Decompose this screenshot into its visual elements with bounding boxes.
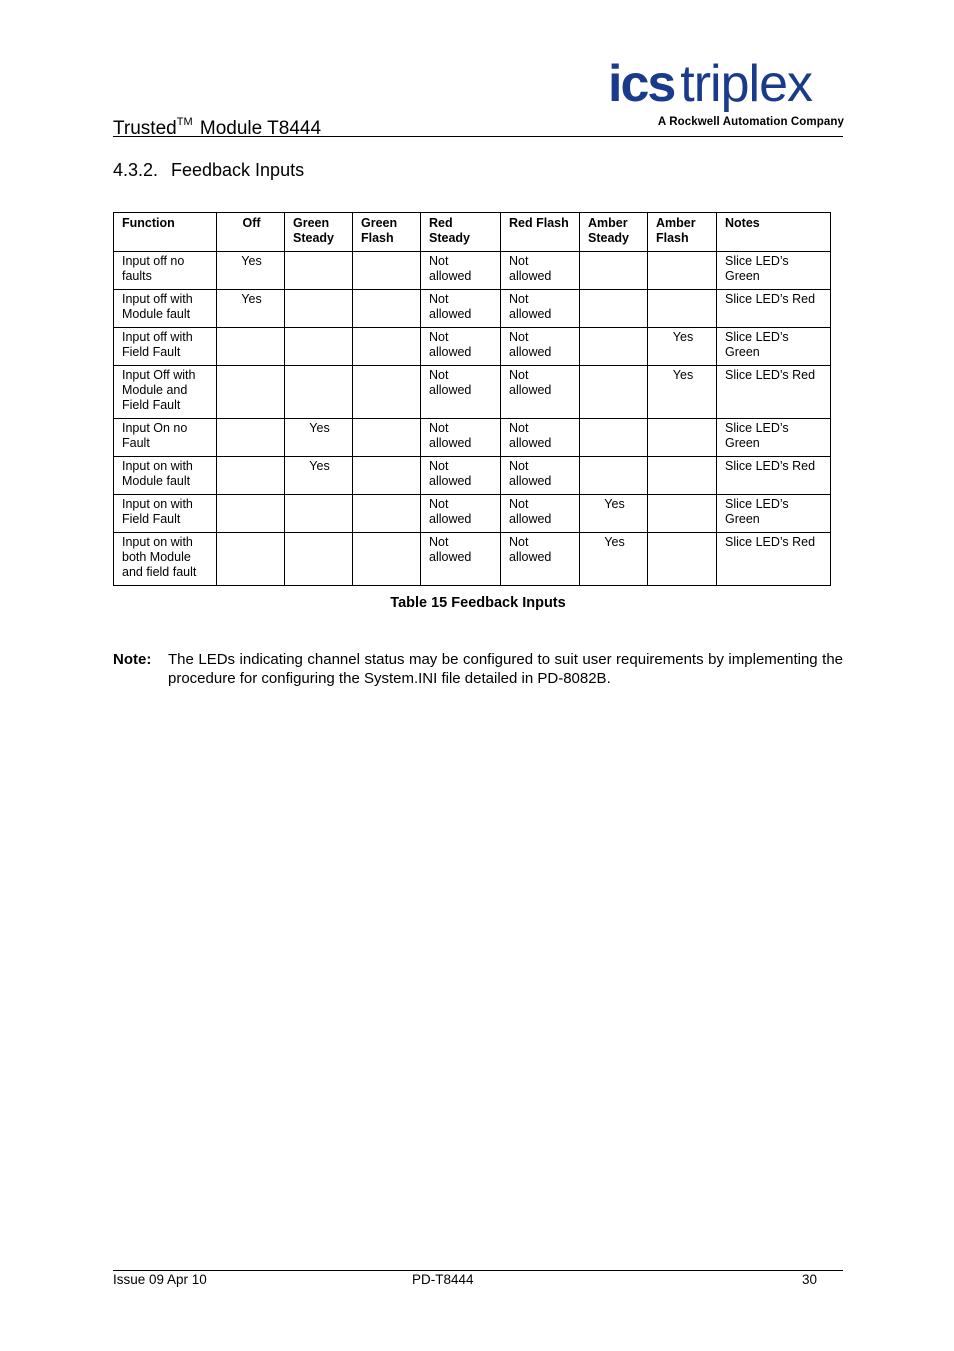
table-cell (217, 533, 285, 586)
function-cell: Input On no Fault (114, 419, 217, 457)
table-cell: Not allowed (501, 328, 580, 366)
notes-cell: Slice LED’s Red (717, 457, 831, 495)
section-heading (113, 160, 304, 181)
table-cell (580, 252, 648, 290)
table-cell (353, 419, 421, 457)
table-cell (648, 495, 717, 533)
table-row (114, 328, 831, 366)
table-row (114, 290, 831, 328)
table-cell (217, 366, 285, 419)
note-text: The LEDs indicating channel status may be configured to suit user requirements by implementing the procedure for configuring the System.INI file detailed in PD-8082B. (168, 651, 843, 687)
table-cell (285, 328, 353, 366)
table-cell (285, 495, 353, 533)
table-cell (285, 366, 353, 419)
header-cell: Amber Steady (580, 213, 648, 252)
header-cell: Notes (717, 213, 831, 252)
table-cell (648, 290, 717, 328)
function-cell: Input off no faults (114, 252, 217, 290)
table-row (114, 252, 831, 290)
table-cell: Not allowed (501, 290, 580, 328)
notes-cell: Slice LED’s Green (717, 419, 831, 457)
section-number: 4.3.2. (113, 160, 159, 180)
table-cell: Not allowed (421, 252, 501, 290)
table-cell (580, 419, 648, 457)
table-cell (580, 328, 648, 366)
header-cell: Off (217, 213, 285, 252)
function-cell: Input off with Module fault (114, 290, 217, 328)
note-label: Note: (113, 651, 152, 668)
table-cell: Yes (648, 328, 717, 366)
table-cell (648, 252, 717, 290)
table-cell: Yes (580, 495, 648, 533)
table-cell (217, 495, 285, 533)
table-cell (648, 419, 717, 457)
table-cell: Not allowed (421, 328, 501, 366)
table-cell: Not allowed (421, 533, 501, 586)
feedback-inputs-table (113, 212, 831, 586)
table-cell (353, 533, 421, 586)
notes-cell: Slice LED’s Green (717, 328, 831, 366)
table-cell: Not allowed (421, 419, 501, 457)
table-cell (353, 252, 421, 290)
header-cell: Red Steady (421, 213, 501, 252)
logo-ics-text: ics (608, 55, 675, 113)
function-cell: Input on with both Module and field fault (114, 533, 217, 586)
table-cell: Not allowed (421, 495, 501, 533)
table-cell (217, 328, 285, 366)
table-cell: Not allowed (501, 366, 580, 419)
header-divider (113, 136, 843, 137)
table-header-row (114, 213, 831, 252)
header-cell: Green Flash (353, 213, 421, 252)
footer-doc-id: PD-T8444 (412, 1272, 474, 1287)
notes-cell: Slice LED’s Green (717, 495, 831, 533)
table-cell (353, 495, 421, 533)
note-paragraph (113, 650, 843, 688)
table-cell (353, 457, 421, 495)
table-cell: Yes (285, 457, 353, 495)
table-cell (217, 419, 285, 457)
table-cell (353, 366, 421, 419)
table-cell (580, 290, 648, 328)
table-row (114, 419, 831, 457)
footer-page-number: 30 (802, 1272, 818, 1287)
header-cell: Amber Flash (648, 213, 717, 252)
table-cell (648, 457, 717, 495)
table-cell (353, 328, 421, 366)
footer-divider (113, 1270, 843, 1271)
header-cell: Red Flash (501, 213, 580, 252)
table-cell (580, 457, 648, 495)
table-cell (217, 457, 285, 495)
logo-tagline: A Rockwell Automation Company (657, 116, 844, 128)
header-cell: Function (114, 213, 217, 252)
title-suffix: Module T8444 (194, 118, 322, 139)
footer-issue: Issue 09 Apr 10 (113, 1272, 207, 1287)
table-cell: Not allowed (421, 366, 501, 419)
table-cell: Not allowed (501, 495, 580, 533)
notes-cell: Slice LED’s Red (717, 290, 831, 328)
function-cell: Input on with Field Fault (114, 495, 217, 533)
table-cell: Not allowed (501, 419, 580, 457)
table-cell: Yes (285, 419, 353, 457)
table-cell (285, 290, 353, 328)
table-cell (285, 252, 353, 290)
section-title: Feedback Inputs (171, 160, 305, 180)
table-row (114, 457, 831, 495)
table-cell: Yes (580, 533, 648, 586)
table-row (114, 495, 831, 533)
title-prefix: Trusted (113, 118, 177, 139)
logo-triplex-text: triplex (680, 55, 813, 113)
notes-cell: Slice LED’s Red (717, 366, 831, 419)
table-cell (580, 366, 648, 419)
table-cell: Not allowed (501, 533, 580, 586)
function-cell: Input Off with Module and Field Fault (114, 366, 217, 419)
function-cell: Input on with Module fault (114, 457, 217, 495)
table-cell: Not allowed (501, 457, 580, 495)
table-cell: Yes (648, 366, 717, 419)
table-cell: Yes (217, 252, 285, 290)
table-row (114, 366, 831, 419)
notes-cell: Slice LED’s Red (717, 533, 831, 586)
table-caption: Table 15 Feedback Inputs (390, 595, 566, 611)
notes-cell: Slice LED’s Green (717, 252, 831, 290)
table-cell: Not allowed (501, 252, 580, 290)
table-cell (285, 533, 353, 586)
header-cell: Green Steady (285, 213, 353, 252)
table-cell: Yes (217, 290, 285, 328)
table-cell (648, 533, 717, 586)
table-cell (353, 290, 421, 328)
ics-triplex-logo (608, 55, 844, 128)
table-cell: Not allowed (421, 457, 501, 495)
trademark-sup: TM (176, 116, 193, 128)
table-row (114, 533, 831, 586)
function-cell: Input off with Field Fault (114, 328, 217, 366)
table-cell: Not allowed (421, 290, 501, 328)
